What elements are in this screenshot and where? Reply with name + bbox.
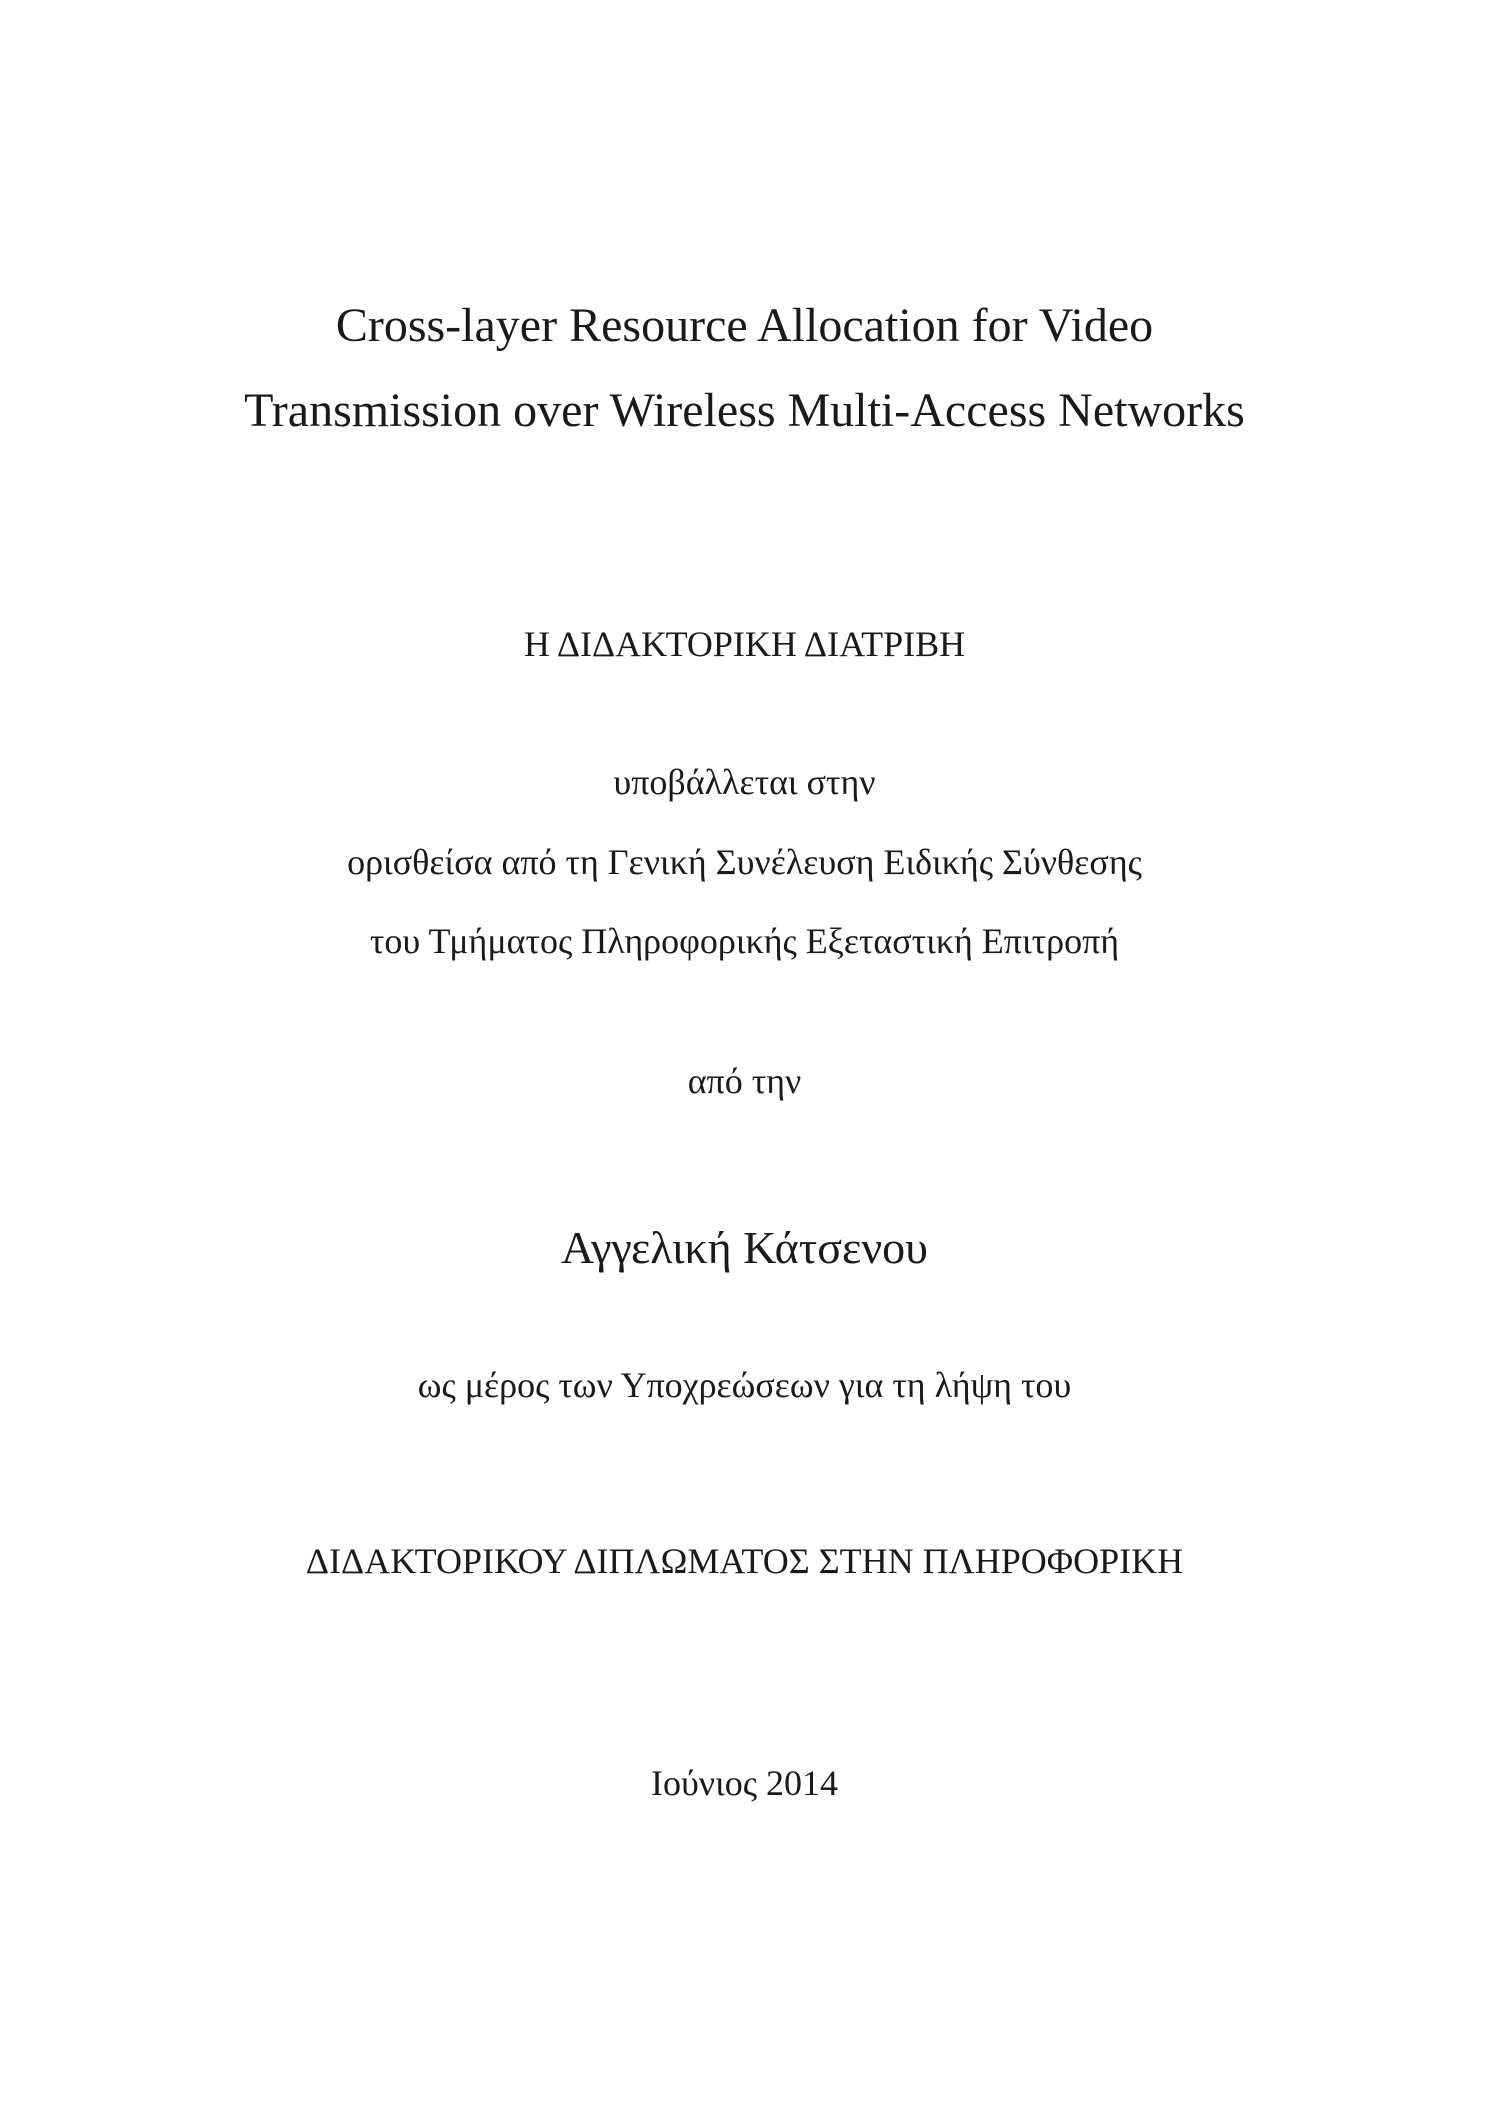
thesis-title-line-2: Transmission over Wireless Multi-Access Networks bbox=[244, 384, 1245, 437]
submission-line-3: του Τμήματος Πληροφορικής Εξεταστική Επιτροπή bbox=[369, 921, 1120, 961]
thesis-type: Η ΔΙΔΑΚΤΟΡΙΚΗ ΔΙΑΤΡΙΒΗ bbox=[523, 624, 966, 664]
submission-line-1: υποβάλλεται στην bbox=[613, 762, 876, 802]
by-label: από την bbox=[687, 1061, 802, 1101]
degree-title: ΔΙΔΑΚΤΟΡΙΚΟΥ ΔΙΠΛΩΜΑΤΟΣ ΣΤΗΝ ΠΛΗΡΟΦΟΡΙΚΗ bbox=[305, 1541, 1184, 1581]
thesis-title-line-1: Cross-layer Resource Allocation for Video bbox=[335, 299, 1154, 352]
degree-purpose: ως μέρος των Υποχρεώσεων για τη λήψη του bbox=[417, 1365, 1072, 1405]
author-name: Αγγελική Κάτσενου bbox=[561, 1222, 928, 1273]
submission-date: Ιούνιος 2014 bbox=[650, 1763, 839, 1803]
submission-line-2: ορισθείσα από τη Γενική Συνέλευση Ειδικής Σύνθεσης bbox=[347, 842, 1142, 882]
